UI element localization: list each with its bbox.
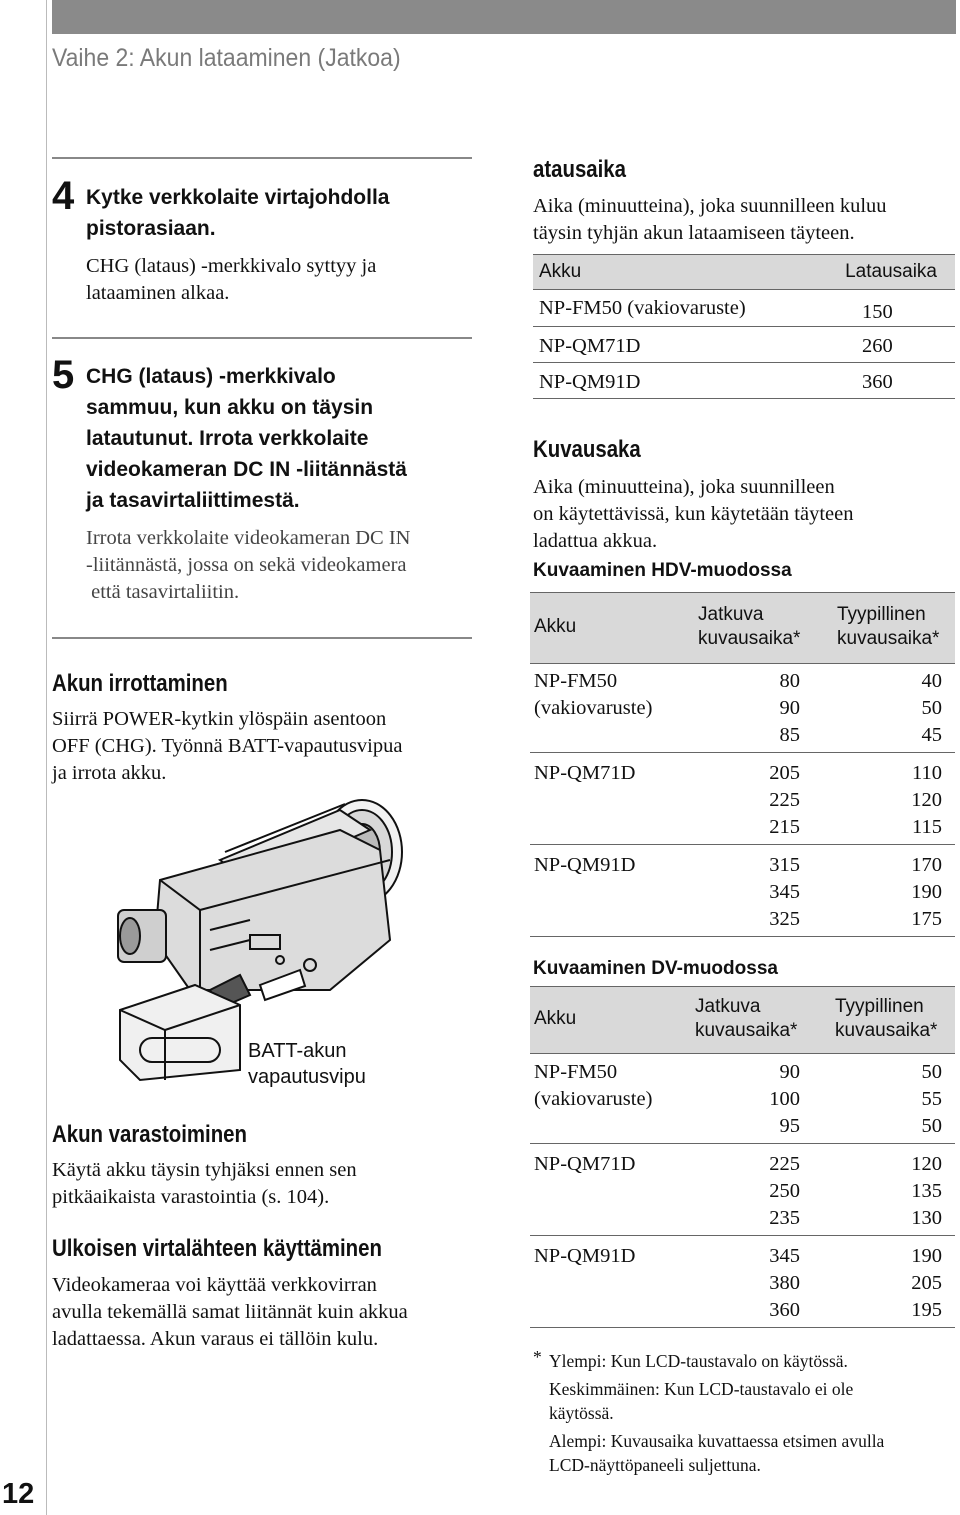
table-cell: 150 — [862, 301, 893, 323]
body-line: pitkäaikaista varastointia (s. 104). — [52, 1186, 330, 1208]
continuous-time-cell: 100 — [769, 1088, 800, 1110]
table-row-group — [530, 760, 955, 852]
header-line: kuvausaika* — [835, 1020, 938, 1041]
row-divider — [530, 936, 955, 937]
body-line: OFF (CHG). Työnnä BATT-vapautusvipua — [52, 735, 403, 757]
section-heading: Akun irrottaminen — [52, 670, 228, 697]
table-row-group — [530, 1243, 955, 1335]
column-header: Latausaika — [845, 261, 937, 282]
typical-time-cell: 45 — [921, 724, 942, 746]
body-line: ladattaessa. Akun varaus ei tällöin kulu. — [52, 1328, 379, 1350]
table-cell: NP-FM50 (vakiovaruste) — [539, 297, 746, 319]
continuous-time-cell: 360 — [769, 1299, 800, 1321]
row-divider — [533, 398, 955, 399]
divider — [52, 157, 472, 159]
typical-time-cell: 40 — [921, 670, 942, 692]
column-header — [837, 603, 939, 651]
heading-line: sammuu, kun akku on täysin — [86, 396, 374, 419]
continuous-time-cell: 380 — [769, 1272, 800, 1294]
footnote — [533, 1349, 958, 1477]
typical-time-cell: 130 — [911, 1207, 942, 1229]
battery-cell: NP-QM71D — [534, 1153, 636, 1175]
header-line: kuvausaika* — [698, 628, 801, 649]
typical-time-cell: 195 — [911, 1299, 942, 1321]
heading-line: ja tasavirtaliittimestä. — [86, 489, 300, 512]
page-number: 12 — [2, 1478, 35, 1510]
body-line: Aika (minuutteina), joka suunnilleen kuluu — [533, 195, 887, 217]
header-line: Jatkuva — [698, 604, 764, 625]
heading-line: latautunut. Irrota verkkolaite — [86, 427, 369, 450]
body-line: avulla tekemällä samat liitännät kuin akkua — [52, 1301, 408, 1323]
battery-cell: (vakiovaruste) — [534, 1088, 653, 1110]
page-title: Vaihe 2: Akun lataaminen (Jatkoa) — [52, 44, 401, 72]
battery-cell: (vakiovaruste) — [534, 697, 653, 719]
battery-cell: NP-FM50 — [534, 1061, 618, 1083]
recording-body — [533, 474, 958, 555]
heading-line: CHG (lataus) -merkkivalo — [86, 365, 336, 388]
continuous-time-cell: 90 — [779, 697, 800, 719]
step-4-body — [86, 253, 476, 307]
margin-rule — [46, 0, 47, 1515]
charging-body — [533, 193, 958, 247]
column-header — [695, 995, 797, 1043]
continuous-time-cell: 85 — [779, 724, 800, 746]
table-row-group — [530, 1151, 955, 1243]
continuous-time-cell: 325 — [769, 908, 800, 930]
table-cell: 260 — [862, 335, 893, 357]
table-cell: NP-QM91D — [539, 371, 641, 393]
heading-line: videokameran DC IN -liitännästä — [86, 458, 407, 481]
label-line: BATT-akun — [248, 1040, 347, 1062]
table-cell: NP-QM71D — [539, 335, 641, 357]
table-header — [530, 592, 955, 664]
typical-time-cell: 190 — [911, 1245, 942, 1267]
subheading: Kuvaaminen DV-muodossa — [533, 958, 778, 979]
step-number: 4 — [52, 174, 75, 218]
header-line: kuvausaika* — [837, 628, 940, 649]
table-cell: 360 — [862, 371, 893, 393]
continuous-time-cell: 345 — [769, 881, 800, 903]
typical-time-cell: 110 — [912, 762, 942, 784]
body-line: CHG (lataus) -merkkivalo syttyy ja — [86, 255, 377, 277]
row-divider — [530, 1235, 955, 1236]
body-line: ladattua akkua. — [533, 530, 658, 552]
continuous-time-cell: 205 — [769, 762, 800, 784]
step-5-heading — [86, 361, 476, 516]
body-line: on käytettävissä, kun käytetään täyteen — [533, 503, 854, 525]
typical-time-cell: 190 — [911, 881, 942, 903]
remove-body — [52, 706, 472, 787]
body-line: Aika (minuutteina), joka suunnilleen — [533, 476, 835, 498]
typical-time-cell: 135 — [911, 1180, 942, 1202]
typical-time-cell: 55 — [921, 1088, 942, 1110]
row-divider — [530, 1327, 955, 1328]
column-header: Akku — [534, 1008, 577, 1029]
table-row-group — [530, 668, 955, 760]
footnote-line — [533, 1349, 958, 1373]
body-line: Videokameraa voi käyttää verkkovirran — [52, 1274, 377, 1296]
body-line: -liitännästä, jossa on sekä videokamera — [86, 554, 407, 576]
footnote-text: Keskimmäinen: Kun LCD-taustavalo ei ole — [549, 1379, 854, 1399]
typical-time-cell: 120 — [911, 1153, 942, 1175]
section-heading: atausaika — [533, 156, 626, 183]
subheading: Kuvaaminen HDV-muodossa — [533, 560, 792, 581]
typical-time-cell: 120 — [911, 789, 942, 811]
continuous-time-cell: 235 — [769, 1207, 800, 1229]
battery-cell: NP-QM91D — [534, 1245, 636, 1267]
row-divider — [530, 1143, 955, 1144]
typical-time-cell: 170 — [911, 854, 942, 876]
typical-time-cell: 175 — [911, 908, 942, 930]
typical-time-cell: 50 — [921, 1061, 942, 1083]
batt-release-label — [248, 1038, 366, 1090]
footnote-text: käytössä. — [549, 1403, 614, 1423]
column-header: Akku — [539, 261, 582, 282]
header-line: kuvausaika* — [695, 1020, 798, 1041]
storage-body — [52, 1157, 472, 1211]
external-body — [52, 1272, 482, 1353]
section-heading: Akun varastoiminen — [52, 1121, 247, 1148]
column-header — [835, 995, 937, 1043]
battery-cell: NP-FM50 — [534, 670, 618, 692]
step-number: 5 — [52, 353, 75, 397]
row-divider — [533, 362, 955, 363]
header-line: Tyypillinen — [835, 996, 924, 1017]
row-divider — [530, 844, 955, 845]
continuous-time-cell: 80 — [779, 670, 800, 692]
body-line: täysin tyhjän akun lataamiseen täyteen. — [533, 222, 855, 244]
body-line: Käytä akku täysin tyhjäksi ennen sen — [52, 1159, 357, 1181]
heading-line: pistorasiaan. — [86, 217, 216, 240]
column-header — [698, 603, 800, 651]
continuous-time-cell: 250 — [769, 1180, 800, 1202]
step-4-heading — [86, 182, 476, 244]
footnote-text: Alempi: Kuvausaika kuvattaessa etsimen avulla — [549, 1431, 885, 1451]
footnote-text: LCD-näyttöpaneeli suljettuna. — [549, 1455, 761, 1475]
table-header — [533, 254, 955, 290]
continuous-time-cell: 225 — [769, 1153, 800, 1175]
typical-time-cell: 50 — [921, 697, 942, 719]
continuous-time-cell: 345 — [769, 1245, 800, 1267]
body-line: ja irrota akku. — [52, 762, 167, 784]
continuous-time-cell: 90 — [779, 1061, 800, 1083]
row-divider — [530, 752, 955, 753]
table-header — [530, 986, 955, 1054]
body-line: että tasavirtaliitin. — [86, 581, 240, 603]
continuous-time-cell: 215 — [769, 816, 800, 838]
header-bar — [52, 0, 956, 34]
battery-cell: NP-QM91D — [534, 854, 636, 876]
column-header: Akku — [534, 616, 577, 637]
continuous-time-cell: 95 — [779, 1115, 800, 1137]
table-row-group — [530, 852, 955, 944]
continuous-time-cell: 225 — [769, 789, 800, 811]
row-divider — [533, 326, 955, 327]
typical-time-cell: 50 — [921, 1115, 942, 1137]
footnote-mark: * — [533, 1347, 542, 1367]
header-line: Tyypillinen — [837, 604, 926, 625]
section-heading: Kuvausaka — [533, 436, 641, 463]
label-line: vapautusvipu — [248, 1066, 366, 1088]
typical-time-cell: 115 — [912, 816, 942, 838]
continuous-time-cell: 315 — [769, 854, 800, 876]
header-line: Jatkuva — [695, 996, 761, 1017]
body-line: Irrota verkkolaite videokameran DC IN — [86, 527, 411, 549]
step-5-body — [86, 525, 476, 606]
heading-line: Kytke verkkolaite virtajohdolla — [86, 186, 390, 209]
footnote-text: Ylempi: Kun LCD-taustavalo on käytössä. — [549, 1351, 848, 1371]
typical-time-cell: 205 — [911, 1272, 942, 1294]
section-heading: Ulkoisen virtalähteen käyttäminen — [52, 1235, 382, 1262]
divider — [52, 337, 472, 339]
battery-cell: NP-QM71D — [534, 762, 636, 784]
divider — [52, 637, 472, 639]
body-line: Siirrä POWER-kytkin ylöspäin asentoon — [52, 708, 387, 730]
table-row-group — [530, 1059, 955, 1151]
body-line: lataaminen alkaa. — [86, 282, 230, 304]
